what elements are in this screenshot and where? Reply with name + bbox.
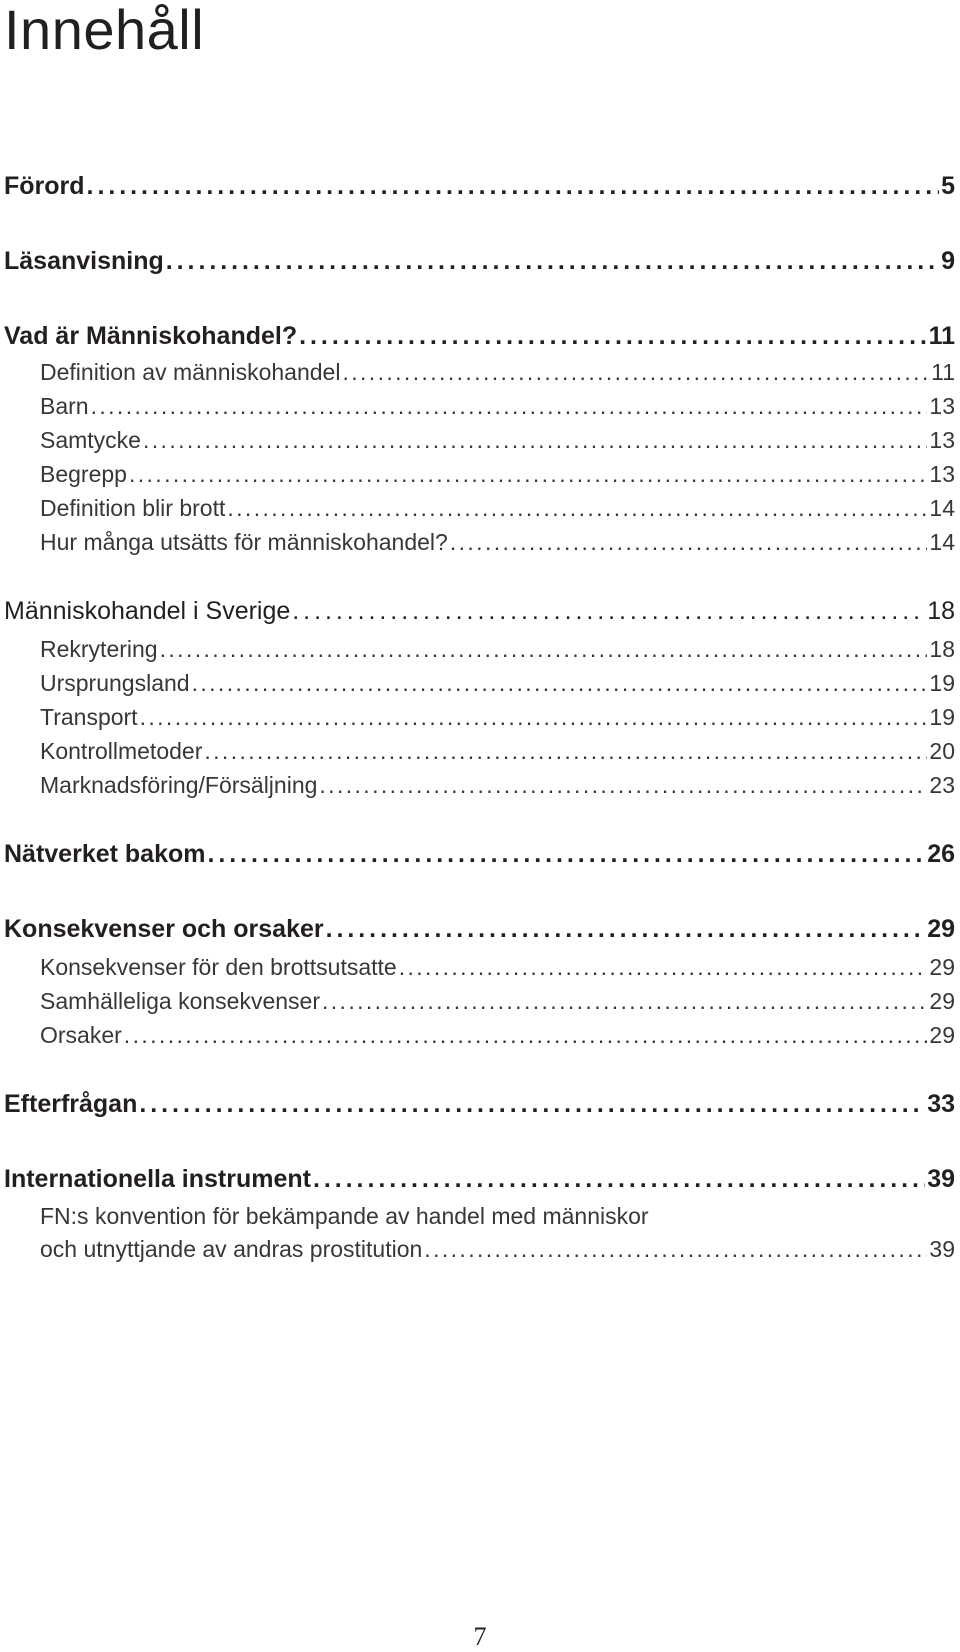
toc-entry-label: Nätverket bakom — [4, 840, 206, 868]
toc-entry-page: 18 — [929, 636, 955, 662]
toc-entry-page: 39 — [927, 1165, 955, 1193]
toc-entry-page: 29 — [929, 954, 955, 980]
toc-subentry-kontrollmetoder[interactable] — [40, 738, 955, 765]
dot-leader — [342, 359, 929, 386]
toc-entry-page: 14 — [929, 529, 955, 555]
toc-entry-label: Ursprungsland — [40, 670, 190, 696]
toc-entry-page: 26 — [927, 840, 955, 868]
toc-entry-label: Begrepp — [40, 461, 127, 487]
dot-leader — [124, 1022, 928, 1049]
dot-leader — [204, 738, 927, 765]
toc-subentry-rekrytering[interactable] — [40, 636, 955, 663]
toc-entry-internationella-instrument[interactable] — [4, 1165, 955, 1194]
toc-entry-label: Definition blir brott — [40, 495, 226, 521]
dot-leader — [160, 636, 928, 663]
toc-entry-page: 29 — [929, 1022, 955, 1048]
page-title: Innehåll — [4, 0, 205, 61]
toc-entry-page: 18 — [927, 597, 955, 625]
toc-entry-label: Rekrytering — [40, 636, 158, 662]
dot-leader — [87, 172, 940, 201]
toc-subentry-marknadsforing[interactable] — [40, 772, 955, 799]
dot-leader — [129, 461, 927, 488]
toc-entry-efterfragan[interactable] — [4, 1090, 955, 1119]
toc-entry-page: 14 — [929, 495, 955, 521]
toc-subentry-konsekvenser-brottsutsatte[interactable] — [40, 954, 955, 981]
toc-subentry-hur-manga[interactable] — [40, 529, 955, 556]
toc-entry-konsekvenser-och-orsaker[interactable] — [4, 915, 955, 944]
toc-entry-page: 20 — [929, 738, 955, 764]
toc-entry-page: 19 — [929, 704, 955, 730]
toc-entry-label: Förord — [4, 172, 85, 200]
toc-entry-label: Transport — [40, 704, 138, 730]
toc-entry-label: Konsekvenser och orsaker — [4, 915, 324, 943]
dot-leader — [313, 1165, 925, 1194]
dot-leader — [207, 840, 925, 869]
dot-leader — [139, 1090, 925, 1119]
toc-entry-label: Marknadsföring/Försäljning — [40, 772, 318, 798]
toc-entry-page: 29 — [929, 988, 955, 1014]
toc-subentry-definition[interactable] — [40, 359, 955, 386]
toc-subentry-samtycke[interactable] — [40, 427, 955, 454]
dot-leader — [166, 247, 939, 276]
toc-entry-page: 33 — [927, 1090, 955, 1118]
toc-entry-manniskohandel-i-sverige[interactable] — [4, 597, 955, 626]
dot-leader — [399, 954, 928, 981]
dot-leader — [140, 704, 928, 731]
toc-subentry-definition-blir-brott[interactable] — [40, 495, 955, 522]
dot-leader — [319, 772, 927, 799]
toc-entry-label: Orsaker — [40, 1022, 122, 1048]
toc-entry-label: Efterfrågan — [4, 1090, 138, 1118]
toc-entry-page: 11 — [928, 322, 955, 350]
toc-entry-label: Kontrollmetoder — [40, 738, 203, 764]
toc-subentry-barn[interactable] — [40, 393, 955, 420]
toc-entry-label: Internationella instrument — [4, 1165, 311, 1193]
toc-entry-label: Vad är Människohandel? — [4, 322, 298, 350]
toc-entry-natverket-bakom[interactable] — [4, 840, 955, 869]
dot-leader — [424, 1236, 927, 1263]
dot-leader — [292, 597, 925, 626]
dot-leader — [326, 915, 926, 944]
toc-entry-page: 13 — [929, 461, 955, 487]
toc-entry-vad-ar-manniskohandel[interactable] — [4, 322, 955, 351]
page-number: 7 — [473, 1622, 487, 1651]
toc-entry-page: 19 — [929, 670, 955, 696]
toc-entry-label: Samtycke — [40, 427, 141, 453]
toc-entry-page: 39 — [929, 1236, 955, 1262]
toc-entry-page: 23 — [929, 772, 955, 798]
toc-entry-page: 11 — [931, 359, 955, 385]
toc-entry-forord[interactable] — [4, 172, 955, 201]
toc-entry-label: Läsanvisning — [4, 247, 164, 275]
toc-entry-label: Konsekvenser för den brottsutsatte — [40, 954, 397, 980]
dot-leader — [322, 988, 927, 1015]
toc-entry-label: Hur många utsätts för människohandel? — [40, 529, 448, 555]
toc-entry-page: 9 — [941, 247, 955, 275]
dot-leader — [450, 529, 928, 556]
toc-entry-label: Människohandel i Sverige — [4, 597, 291, 625]
dot-leader — [91, 393, 928, 420]
toc-entry-page: 5 — [941, 172, 955, 200]
toc-entry-label: Barn — [40, 393, 89, 419]
toc-entry-label: Definition av människohandel — [40, 359, 341, 385]
toc-subentry-orsaker[interactable] — [40, 1022, 955, 1049]
toc-subentry-fn-konvention-line1[interactable]: FN:s konvention för bekämpande av handel med människor — [40, 1203, 649, 1229]
dot-leader — [192, 670, 928, 697]
toc-entry-label: och utnyttjande av andras prostitution — [40, 1236, 423, 1262]
toc-subentry-samhalleliga[interactable] — [40, 988, 955, 1015]
dot-leader — [299, 322, 926, 351]
toc-subentry-transport[interactable] — [40, 704, 955, 731]
toc-entry-page: 29 — [927, 915, 955, 943]
toc-entry-page: 13 — [929, 427, 955, 453]
toc-subentry-ursprungsland[interactable] — [40, 670, 955, 697]
toc-entry-label: Samhälleliga konsekvenser — [40, 988, 320, 1014]
dot-leader — [227, 495, 927, 522]
toc-subentry-begrepp[interactable] — [40, 461, 955, 488]
dot-leader — [143, 427, 927, 454]
toc-entry-page: 13 — [929, 393, 955, 419]
toc-entry-lasanvisning[interactable] — [4, 247, 955, 276]
toc-subentry-fn-konvention-line2[interactable] — [40, 1236, 955, 1263]
